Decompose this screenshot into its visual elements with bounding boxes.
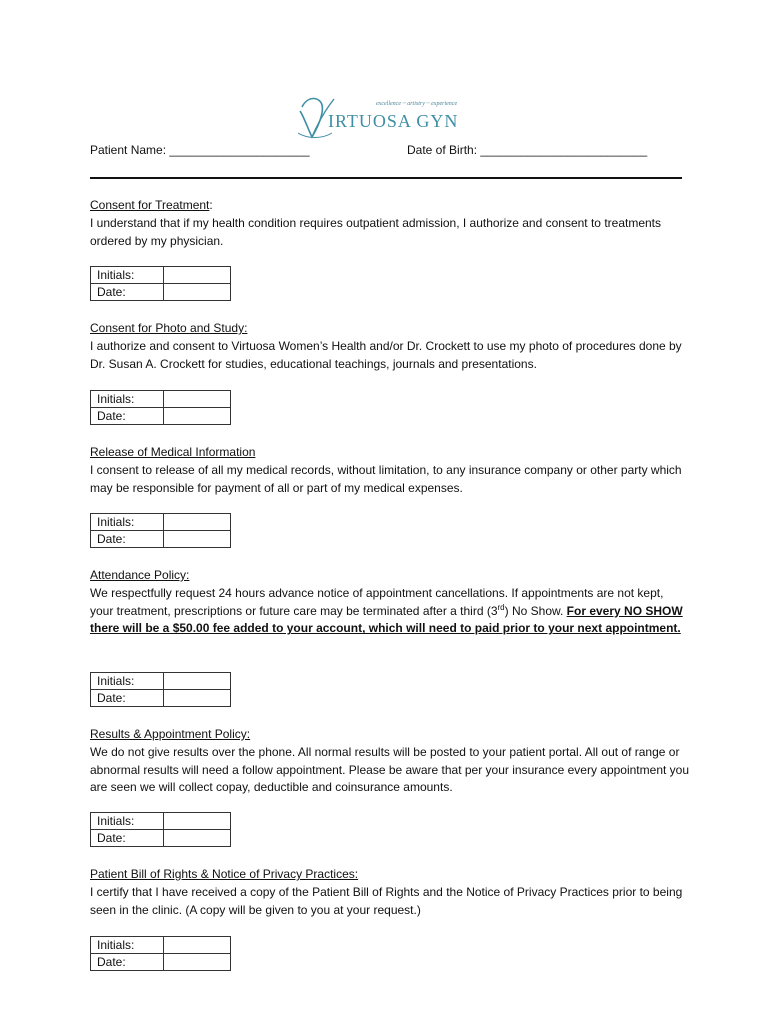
- date-label: Date:: [91, 954, 164, 971]
- initials-box-treatment: [90, 266, 231, 301]
- date-input[interactable]: [164, 830, 231, 847]
- attendance-body-superscript: rd: [497, 602, 505, 612]
- initials-label: Initials:: [91, 937, 164, 954]
- date-label: Date:: [91, 408, 164, 425]
- date-input[interactable]: [164, 531, 231, 548]
- logo-tagline: excellence ~ artistry ~ experience: [376, 101, 458, 107]
- initials-input[interactable]: [164, 391, 231, 408]
- consent-photo-body: I authorize and consent to Virtuosa Women’s Health and/or Dr. Crockett to use my photo of procedures done by Dr. Susan A. Crockett for studies, educational teachings, journals and presentations.: [90, 338, 682, 371]
- initials-input[interactable]: [164, 514, 231, 531]
- attendance-policy-section: [90, 567, 690, 638]
- attendance-body-text-end: ) No Show.: [504, 603, 567, 618]
- initials-label: Initials:: [91, 673, 164, 690]
- results-policy-heading: Results & Appointment Policy:: [90, 727, 251, 741]
- initials-box-release: [90, 513, 231, 548]
- logo-brand-name: IRTUOSA GYN: [328, 111, 459, 131]
- consent-treatment-body: I understand that if my health condition requires outpatient admission, I authorize and consent to treatments ordered by my physician.: [90, 215, 662, 248]
- initials-input[interactable]: [164, 267, 231, 284]
- initials-label: Initials:: [91, 813, 164, 830]
- bill-of-rights-heading: Patient Bill of Rights & Notice of Privacy Practices:: [90, 867, 359, 881]
- date-input[interactable]: [164, 954, 231, 971]
- consent-photo-heading: Consent for Photo and Study:: [90, 321, 248, 335]
- initials-box-results: [90, 812, 231, 847]
- attendance-policy-body: [90, 585, 690, 638]
- initials-label: Initials:: [91, 267, 164, 284]
- release-info-section: [90, 444, 690, 497]
- header-divider: [90, 177, 682, 179]
- initials-box-photo: [90, 390, 231, 425]
- consent-treatment-heading: [90, 197, 690, 215]
- patient-name-field[interactable]: Patient Name: _____________________: [90, 143, 310, 157]
- results-policy-section: [90, 726, 690, 797]
- date-label: Date:: [91, 830, 164, 847]
- consent-photo-section: [90, 320, 690, 373]
- date-label: Date:: [91, 531, 164, 548]
- date-input[interactable]: [164, 408, 231, 425]
- date-label: Date:: [91, 690, 164, 707]
- consent-treatment-heading-text: Consent for Treatment: [90, 198, 210, 212]
- bill-of-rights-section: [90, 866, 690, 919]
- results-policy-body: We do not give results over the phone. All normal results will be posted to your patient portal. All out of range or abnormal results will need a follow appointment. Please be aware that per your insurance every appointment you are seen we will collect copay, deductible and coinsurance amounts.: [90, 744, 690, 795]
- initials-box-bill-of-rights: [90, 936, 231, 971]
- release-info-body: I consent to release of all my medical records, without limitation, to any insurance company or other party which may be responsible for payment of all or part of my medical expenses.: [90, 462, 682, 495]
- attendance-policy-heading: Attendance Policy:: [90, 568, 190, 582]
- no-show-fee-notice: For every NO SHOW there will be a $50.00 fee added to your account, which will need to paid prior to your next appointment.: [90, 603, 683, 636]
- date-input[interactable]: [164, 284, 231, 301]
- initials-label: Initials:: [91, 514, 164, 531]
- release-info-heading: Release of Medical Information: [90, 445, 256, 459]
- attendance-body-text: We respectfully request 24 hours advance notice of appointment cancellations. If appointments are not kept, your treatment, prescriptions or future care may be terminated after a third (3: [90, 585, 664, 618]
- consent-treatment-section: [90, 197, 690, 250]
- practice-logo: [298, 93, 478, 141]
- initials-box-attendance: [90, 672, 231, 707]
- initials-label: Initials:: [91, 391, 164, 408]
- initials-input[interactable]: [164, 673, 231, 690]
- initials-input[interactable]: [164, 937, 231, 954]
- bill-of-rights-body: I certify that I have received a copy of the Patient Bill of Rights and the Notice of Privacy Practices prior to being seen in the clinic. (A copy will be given to you at your request.): [90, 884, 683, 917]
- date-of-birth-field[interactable]: Date of Birth: _________________________: [407, 143, 648, 157]
- consent-treatment-heading-colon: :: [209, 198, 213, 212]
- date-label: Date:: [91, 284, 164, 301]
- date-input[interactable]: [164, 690, 231, 707]
- initials-input[interactable]: [164, 813, 231, 830]
